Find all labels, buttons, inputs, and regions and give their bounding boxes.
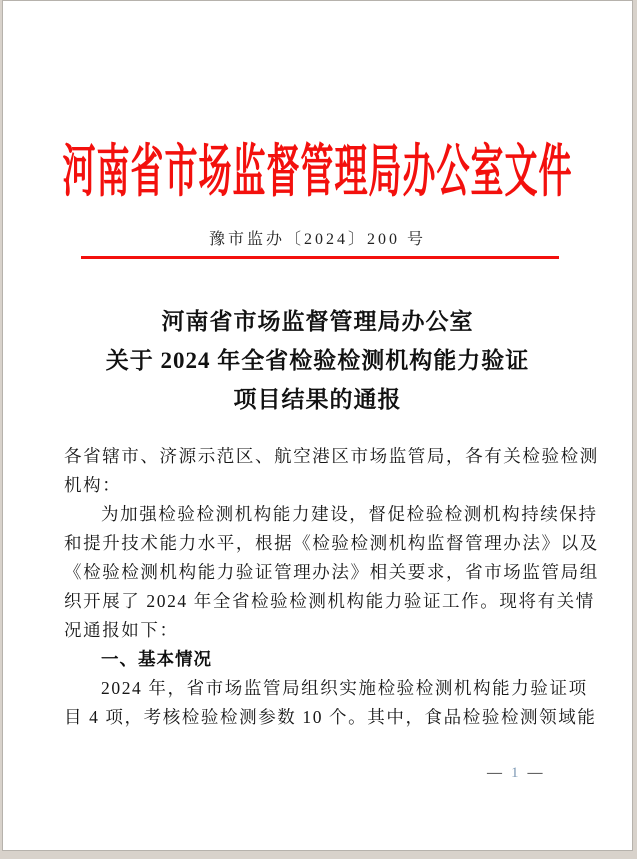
body-line-para1-1: 为加强检验检测机构能力建设，督促检验检测机构持续保持 — [101, 504, 598, 524]
document-title-line-2: 关于 2024 年全省检验检测机构能力验证 — [105, 348, 530, 373]
body-line-para2-2: 目 4 项，考核检验检测参数 10 个。其中，食品检验检测领域能 — [64, 707, 597, 727]
body-line-recipients: 各省辖市、济源示范区、航空港区市场监管局，各有关检验检测 — [64, 446, 599, 466]
red-divider-line — [81, 256, 559, 259]
body-line-para1-4: 织开展了 2024 年全省检验检测机构能力验证工作。现将有关情 — [64, 591, 595, 611]
section-heading-basic-situation: 一、基本情况 — [101, 649, 212, 669]
body-line-para1-3: 《检验检测机构能力验证管理办法》相关要求，省市场监管局组 — [64, 562, 599, 582]
document-page — [2, 0, 633, 851]
document-title — [3, 302, 632, 419]
page-number-dash-left: — — [487, 765, 502, 781]
body-line-para1-2: 和提升技术能力水平，根据《检验检测机构监督管理办法》以及 — [64, 533, 599, 553]
page-number-dash-right: — — [527, 765, 543, 781]
document-title-line-3: 项目结果的通报 — [233, 387, 402, 412]
red-header-banner-text: 河南省市场监督管理局办公室文件 — [62, 142, 573, 205]
body-line-para1-5: 况通报如下： — [64, 620, 179, 640]
document-number: 豫市监办〔2024〕200 号 — [208, 231, 426, 248]
page-number-value: 1 — [511, 765, 519, 781]
red-header-banner — [3, 127, 632, 205]
page-number — [487, 765, 543, 782]
document-title-line-1: 河南省市场监督管理局办公室 — [161, 309, 474, 334]
document-body — [64, 442, 599, 732]
body-line-recipients-2: 机构： — [64, 475, 122, 495]
body-line-para2-1: 2024 年，省市场监管局组织实施检验检测机构能力验证项 — [101, 678, 588, 698]
